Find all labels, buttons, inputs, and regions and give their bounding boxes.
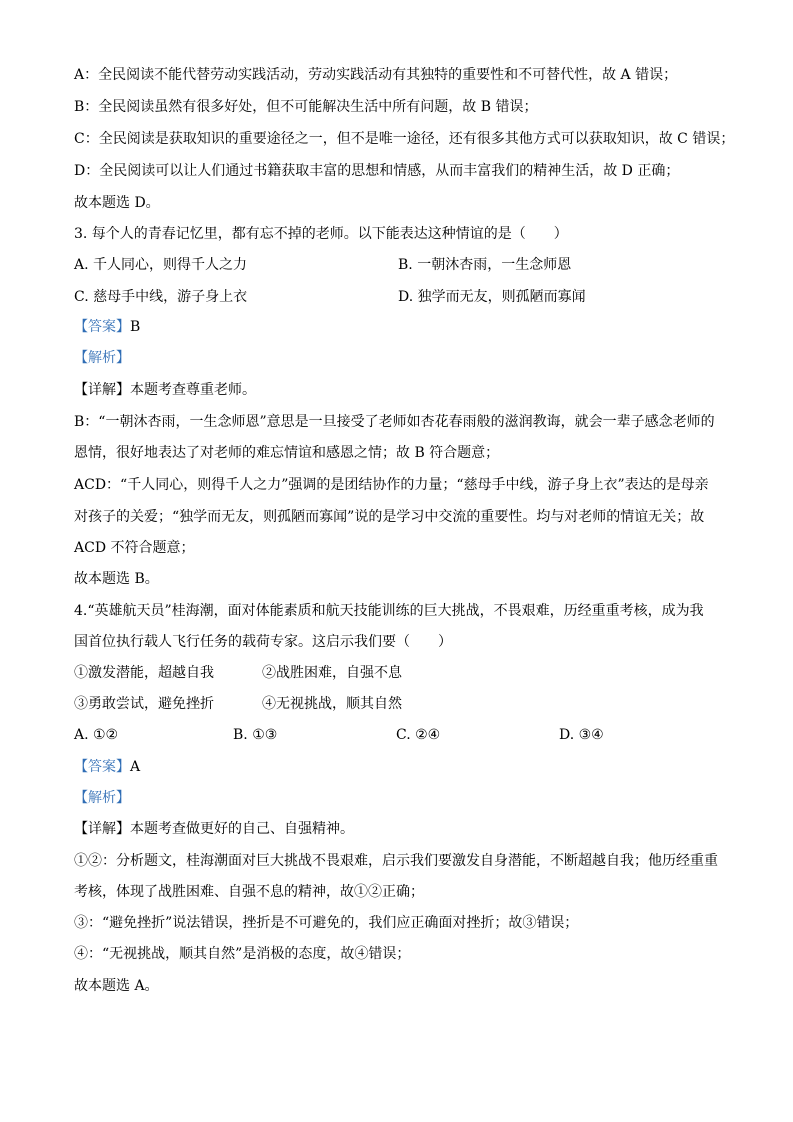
q3-explanation-line: ACD 不符合题意； (74, 540, 195, 556)
q3-explanation-line: B：“一朝沐杏雨，一生念师恩”意思是一旦接受了老师如杏花春雨般的滋润教诲，就会一辈子感念老师的 (74, 414, 715, 430)
conclusion-line: 故本题选 D。 (74, 195, 160, 211)
q4-item-1: ①激发潜能，超越自我 (74, 665, 214, 681)
q3-answer (74, 318, 140, 336)
q3-explanation-line: 对孩子的关爱；“独学而无友，则孤陋而寡闻”说的是学习中交流的重要性。均与对老师的情谊无关；故 (74, 509, 705, 525)
q3-conclusion: 故本题选 B。 (74, 571, 159, 587)
q4-detail (74, 820, 354, 838)
q3-option-b: B. 一朝沐杏雨，一生念师恩 (398, 257, 572, 273)
answer-value: B (130, 319, 141, 335)
analysis-tag: 【解析】 (74, 790, 130, 806)
answer-tag: 【答案】 (74, 759, 130, 775)
q3-analysis-tag (74, 349, 130, 367)
answer-value: A (130, 759, 141, 775)
q4-explanation-line: ①②：分析题文，桂海潮面对巨大挑战不畏艰难，启示我们要激发自身潜能，不断超越自我；他历经重重 (74, 853, 718, 869)
q4-item-4: ④无视挑战，顺其自然 (262, 696, 402, 712)
analysis-line: C：全民阅读是获取知识的重要途径之一，但不是唯一途径，还有很多其他方式可以获取知识，故 C 错误； (74, 131, 735, 147)
q4-answer (74, 758, 140, 776)
analysis-line: B：全民阅读虽然有很多好处，但不可能解决生活中所有问题，故 B 错误； (74, 99, 538, 115)
q4-option-b: B. ①③ (233, 727, 278, 743)
q4-explanation-line: ③：“避免挫折”说法错误，挫折是不可避免的，我们应正确面对挫折；故③错误； (74, 915, 579, 931)
q3-option-a: A. 千人同心，则得千人之力 (74, 257, 248, 273)
q3-explanation-line: 恩情，很好地表达了对老师的难忘情谊和感恩之情；故 B 符合题意； (74, 445, 500, 461)
detail-text: 本题考查做更好的自己、自强精神。 (130, 821, 354, 837)
q4-option-d: D. ③④ (559, 727, 604, 743)
q4-option-a: A. ①② (74, 727, 119, 743)
q4-option-c: C. ②④ (396, 727, 441, 743)
q3-option-c: C. 慈母手中线，游子身上衣 (74, 289, 248, 305)
analysis-tag: 【解析】 (74, 350, 130, 366)
analysis-line: D：全民阅读可以让人们通过书籍获取丰富的思想和情感，从而丰富我们的精神生活，故 D 正确； (74, 163, 680, 179)
q4-item-2: ②战胜困难，自强不息 (262, 665, 402, 681)
detail-tag: 【详解】 (74, 821, 130, 837)
question-4-stem: 国首位执行载人飞行任务的载荷专家。这启示我们要（ ） (74, 634, 452, 650)
q3-option-d: D. 独学而无友，则孤陋而寡闻 (398, 289, 586, 305)
q3-detail (74, 381, 256, 399)
q4-analysis-tag (74, 789, 130, 807)
q4-explanation-line: ④：“无视挑战，顺其自然”是消极的态度，故④错误； (74, 946, 411, 962)
analysis-line: A：全民阅读不能代替劳动实践活动，劳动实践活动有其独特的重要性和不可替代性，故 A 错误； (74, 67, 678, 83)
q4-explanation-line: 考核，体现了战胜困难、自强不息的精神，故①②正确； (74, 884, 424, 900)
q4-item-3: ③勇敢尝试，避免挫折 (74, 696, 214, 712)
answer-tag: 【答案】 (74, 319, 130, 335)
q3-explanation-line: ACD：“千人同心，则得千人之力”强调的是团结协作的力量；“慈母手中线，游子身上衣”表达的是母亲 (74, 477, 709, 493)
question-3-stem: 3. 每个人的青春记忆里，都有忘不掉的老师。以下能表达这种情谊的是（ ） (74, 226, 568, 242)
question-4-stem: 4.“英雄航天员”桂海潮，面对体能素质和航天技能训练的巨大挑战，不畏艰难，历经重重考核，成为我 (74, 603, 704, 619)
q4-conclusion: 故本题选 A。 (74, 978, 159, 994)
detail-text: 本题考查尊重老师。 (130, 382, 256, 398)
detail-tag: 【详解】 (74, 382, 130, 398)
